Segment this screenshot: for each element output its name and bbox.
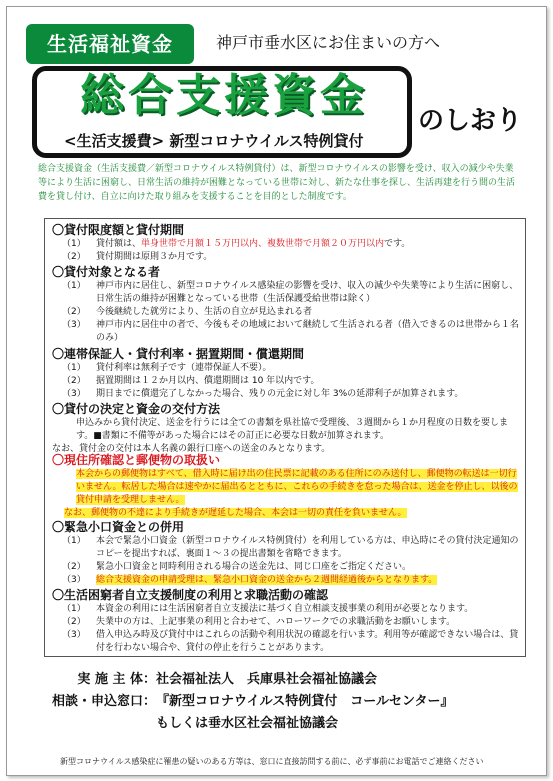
- list-item: （2） 今後継続した就労により、生活の自立が見込まれる者: [62, 307, 313, 317]
- list-item: （1） 貸付利率は無利子です（連帯保証人不要）。: [62, 363, 272, 373]
- paragraph: なお、貸付金の交付は本人名義の銀行口座への送金のみとなります。: [52, 444, 331, 454]
- page-subtitle: <生活支援費> 新型コロナウイルス特例貸付: [64, 132, 364, 150]
- paragraph: 申込みから貸付決定、送金を行うには全ての書類を県社協で受理後、３週間から１か月程度の日数を要します。■書類に不備等があった場合にはその訂正に必要な日数が加算されます。: [76, 418, 509, 441]
- section-heading: 〇貸付限度額と貸付期間: [52, 223, 185, 237]
- paragraph: 本会からの郵便物はすべて、借入時に届け出の住民票に記載のある住所にのみ送付し、郵便物の転送は一切行いません。転居した場合は速やかに届出るとともに、これらの手続きを怠った場合は、送金を停止し、以後の貸付申請を受理しません。: [76, 469, 518, 505]
- footer-note: 新型コロナウイルス感染症に罹患の疑いのある方等は、窓口に直接訪問する前に、必ず事前にお電話でご連絡ください: [60, 757, 484, 766]
- organizer-value: 社会福祉法人 兵庫県社会福祉協議会: [156, 672, 378, 687]
- organizer-line: [48, 668, 528, 687]
- organizer-label: 実 施 主 体：: [77, 672, 156, 687]
- list-item: （1） 神戸市内に居住し、新型コロナウイルス感染症の影響を受け、収入の減少や失業等により生活に困窮し、日常生活の維持が困難となっている世帯（生活保護受給世帯は除く）: [62, 281, 519, 304]
- category-badge: 生活福祉資金: [26, 24, 194, 64]
- list-item: （3） 期日までに償還完了しなかった場合、残りの元金に対し年 3%の延滞利子が加算されます。: [62, 389, 464, 399]
- list-item: （1） 本会で緊急小口資金（新型コロナウイルス特例貸付）を利用している方は、申込時にその貸付決定通知のコピーを提出すれば、裏面１～３の提出書類を省略できます。: [62, 536, 519, 559]
- list-item: （1） 貸付額は、単身世帯で月額１５万円以内、複数世帯で月額２０万円以内です。: [62, 239, 411, 249]
- contact-alt-line: もしくは垂水区社会福祉協議会: [156, 716, 339, 731]
- section-loan-limit: [52, 222, 520, 264]
- section-eligibility: [52, 264, 520, 345]
- list-item: （3） 神戸市内に居住中の者で、今後もその地域において継続して生活される者（借入できるのは世帯から１名のみ）: [62, 320, 519, 343]
- loan-amount-emphasis: 単身世帯で月額１５万円以内、複数世帯で月額２０万円以内: [141, 239, 385, 249]
- paragraph: なお、郵便物の不達により手続きが遅延した場合、本会は一切の責任を負いません。: [64, 508, 407, 518]
- list-item: （2） 貸付期間は原則３か月です。: [62, 252, 213, 262]
- list-item: （2） 失業中の方は、上記事業の利用と合わせて、ハローワークでの求職活動をお願いします。: [62, 617, 456, 627]
- list-item: （2） 緊急小口資金と同時利用される場合の送金先は、同じ口座をご指定ください。: [62, 562, 412, 572]
- section-heading: 〇緊急小口資金との併用: [52, 520, 185, 534]
- section-self-support: [52, 587, 520, 655]
- contact-value: 『新型コロナウイルス特例貸付 コールセンター』: [156, 694, 454, 709]
- list-item: （2） 据置期間は１２か月以内、償還期間は 10 年以内です。: [62, 376, 320, 386]
- list-item: （3） 総合支援資金の申請受理は、緊急小口資金の送金から２週間経過後からとなります。: [62, 575, 438, 585]
- section-heading: 〇貸付対象となる者: [52, 265, 161, 279]
- intro-paragraph: 総合支援資金（生活支援費／新型コロナウイルス特例貸付）は、新型コロナウイルスの影響を受け、収入の減少や失業等により生活に困窮し、日常生活の維持が困難となっている世帯に対し、新たな仕事を探し、生活再建を行う間の生活費を貸し付け、自立に向けた取り組みを支援することを目的とした制度です。: [38, 164, 516, 202]
- list-item: （1） 本資金の利用には生活困窮者自立支援法に基づく自立相談支援事業の利用が必要となります。: [62, 604, 474, 614]
- section-heading: 〇貸付の決定と資金の交付方法: [52, 402, 221, 416]
- section-heading: 〇連帯保証人・貸付利率・据置期間・償還期間: [52, 347, 305, 361]
- page-title: 総合支援資金: [80, 70, 368, 121]
- list-item: （3） 借入申込み時及び貸付中はこれらの活動や利用状況の確認を行います。利用等が確認できない場合は、貸付を行わない場合や、貸付の停止を行うことがあります。: [62, 630, 519, 653]
- title-suffix: のしおり: [418, 106, 523, 136]
- contact-line: [48, 690, 528, 709]
- contact-label: 相談・申込窓口：: [51, 694, 156, 709]
- section-disbursement: [52, 401, 520, 456]
- audience-text: 神戸市垂水区にお住まいの方へ: [216, 33, 441, 52]
- section-heading: 〇現住所確認と郵便物の取扱い: [52, 453, 221, 467]
- section-address-mail: [52, 452, 520, 520]
- section-interest-terms: [52, 346, 520, 401]
- section-heading: 〇生活困窮者自立支援制度の利用と求職活動の確認: [52, 588, 329, 602]
- section-emergency-loan: [52, 519, 520, 587]
